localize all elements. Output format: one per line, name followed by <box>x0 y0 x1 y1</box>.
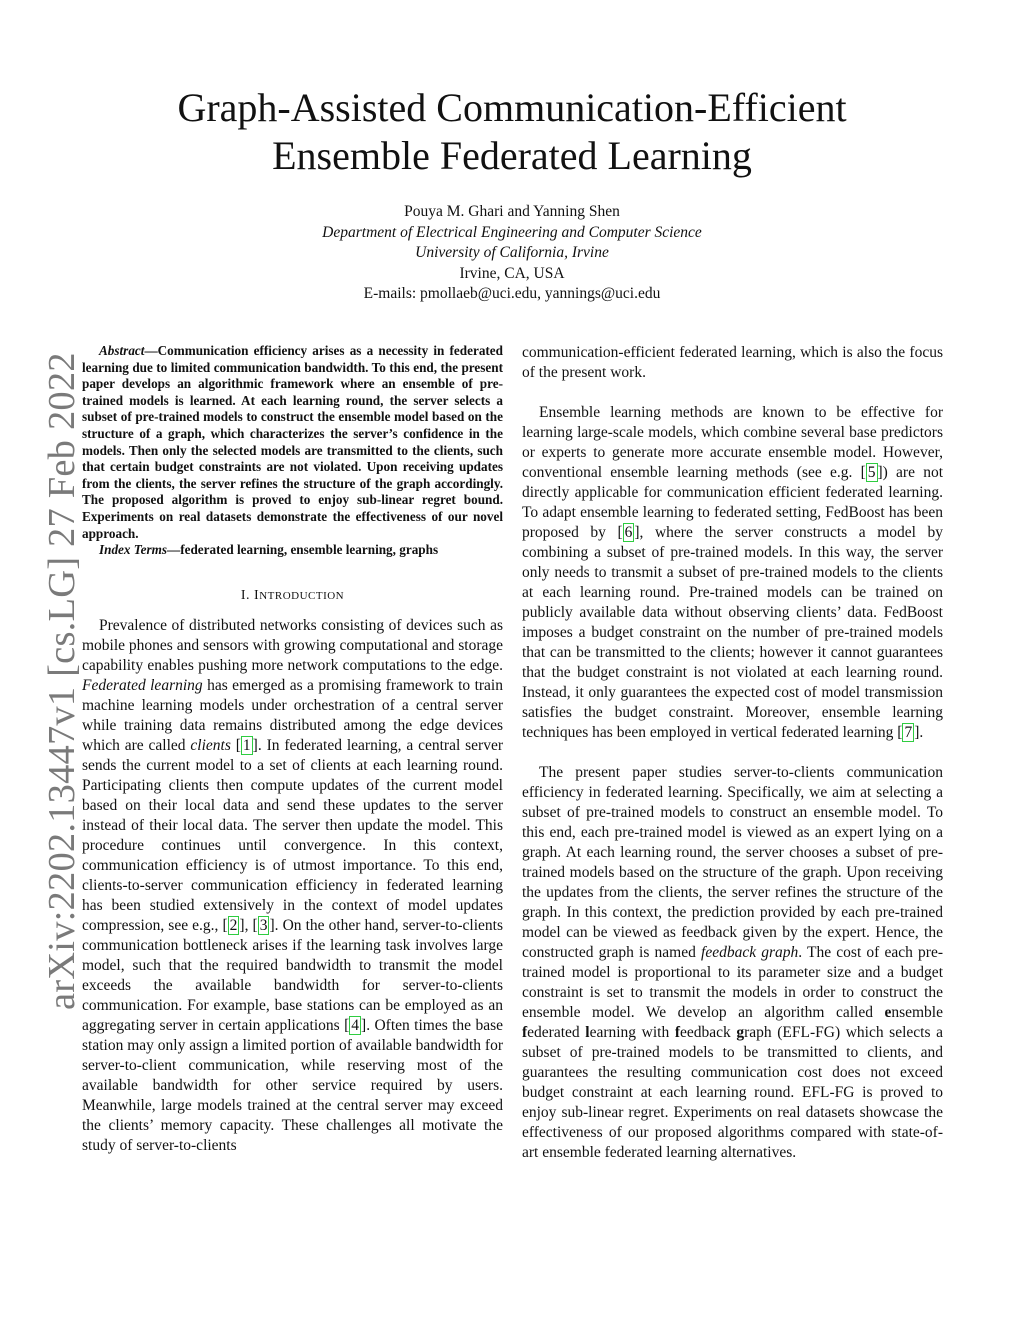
text-run: has emerged as a promising framework to train machine learning models under orchestration of a central server while training data remains distributed among the edge devices which are called <box>82 676 503 754</box>
abstract-paragraph <box>82 343 503 542</box>
text-run: . On the other hand, server-to-clients communication bottleneck arises if the learning task involves large model, such that the required bandwidth to transmit the model exceeds the available bandwidth for server-to-clients communication. For example, base stations can be employed as an aggregating server in certain applications <box>82 916 503 1034</box>
text-run: raph (EFL-FG) which selects a subset of pre-trained models to be transmitted to clients, and guarantees the resulting communication cost does not exceed budget constraint at each learning round. EFL-FG is proved to enjoy sub-linear regret. Experiments on real datasets showcase the effectiveness of our proposed algorithms compared with state-of-art ensemble federated learning alternatives. <box>522 1024 943 1161</box>
text-run: . The cost of each pre-trained model is proportional to its parameter size and a budget constraint is set to transmit the models in order to construct the ensemble model. We develop an algorithm called <box>522 944 944 1021</box>
abstract-label: Abstract <box>99 343 145 358</box>
right-column <box>522 343 943 1163</box>
term-feedback-graph: feedback graph <box>701 944 799 961</box>
text-run: . <box>919 724 924 741</box>
text-run: , where the server constructs a model by combining a subset of pre-trained models. In this way, the server only needs to transmit a subset of pre-trained models to the clients at each learning round. Pre-trained models can be trained on publicly available data without observing clients’ data. FedBoost imposes a budget constraint on the number of pre-trained models that can be transmitted to the clients; however it cannot guarantees that the budget constraint is not violated at each learning round. Instead, it only guarantees the expected cost of model transmission satisfies the budget constraint. Moreover, ensemble learning techniques has been employed in vertical federated learning <box>522 524 943 741</box>
intro-paragraph-continued: communication-efficient federated learning, which is also the focus of the present work. <box>522 344 943 381</box>
ensemble-paragraph: Ensemble learning methods are known to be effective for learning large-scale models, which combine several base predictors or experts to generate more accurate ensemble model. However, conventional ensemble learning methods (see e.g. [ 5 ]) are not directly applicable for communication efficient federated learning. To adapt ensemble learning to federated setting, FedBoost has been proposed by [ 6 ], where the server constructs a model by combining a subset of pre-trained models. In this way, the server only needs to transmit a subset of pre-trained models to the clients at each learning round. Pre-trained models can be trained on publicly available data without observing clients’ data. FedBoost imposes a budget constraint on the number of pre-trained models that can be transmitted to the clients; however it cannot guarantees that the budget constraint is not violated at each learning round. Instead, it only guarantees the expected cost of model transmission satisfies the budget constraint. Moreover, ensemble learning techniques has been employed in vertical federated learning [ 7 ]. <box>522 404 944 741</box>
abstract <box>82 343 503 559</box>
author-emails: E-mails: pmollaeb@uci.edu, yannings@uci.edu <box>363 285 661 302</box>
text-run: ) are not directly applicable for communication efficient federated learning. To adapt ensemble learning to federated setting, FedBoost has been proposed by <box>522 464 944 541</box>
author-location: Irvine, CA, USA <box>459 264 565 282</box>
citation-link-1[interactable]: 1 <box>242 736 251 754</box>
acronym-letter: e <box>884 1004 892 1021</box>
text-run: The present paper studies server-to-clients communication efficiency in federated learning. Specifically, we aim at selecting a subset of pre-trained models to construct an ensemble model. To this end, each pre-trained model is viewed as an expert lying on a graph. At each learning round, the server chooses a subset of pre-trained models based on the structure of the graph. Upon receiving the updates from the clients, the server refines the structure of the graph. In this context, the prediction provided by each pre-trained model can be viewed as feedback given by the expert. Hence, the constructed graph is named <box>522 764 943 961</box>
intro-paragraph: Prevalence of distributed networks consisting of devices such as mobile phones and sensors with growing computational and storage capability enables pushing more network computations to the edge. Federated learning has emerged as a promising framework to train machine learning models under orchestration of a central server while training data remains distributed among the edge devices which are called clients [ 1 ]. In federated learning, a central server sends the current model to a set of clients at each learning round. Participating clients then compute updates of the current model based on their local data and send these updates to the server instead of their local data. The server then update the model. This procedure continues until convergence. In this context, communication efficiency is of utmost importance. To this end, clients-to-server communication efficiency in federated learning has been studied extensively in the context of model updates compression, see e.g., [ 2 ], [ 3 ]. On the other hand, server-to-clients communication bottleneck arises if the learning task involves large model, such that the required bandwidth to transmit the model exceeds the available bandwidth for server-to-clients communication. For example, base stations can be employed as an aggregating server in certain applications [ 4 ]. Often times the base station may only assign a limited portion of available bandwidth for server-to-client communication, while reserving most of the available bandwidth for other service required by users. Meanwhile, large models trained at the central server may exceed the clients’ memory capacity. These challenges all motivate the study of server-to-clients <box>82 616 504 1154</box>
paper-title <box>112 84 912 180</box>
text-run: earning with <box>589 1024 675 1041</box>
citation-link-5[interactable]: 5 <box>867 464 876 481</box>
text-run: . Often times the base station may only assign a limited portion of available bandwidth for server-to-client communication, while reserving most of the available bandwidth for other service required by users. Meanwhile, large models trained at the central server may exceed the clients’ memory capacity. These challenges all motivate the study of server-to-clients <box>82 1016 503 1154</box>
citation-link-2[interactable]: 2 <box>229 916 238 934</box>
text-run: nsemble <box>891 1004 943 1021</box>
text-run: . In federated learning, a central server sends the current model to a set of clients at each learning round. Participating clients then compute updates of the current model based on their local data and send these updates to the server instead of their local data. The server then update the model. This procedure continues until convergence. In this context, communication efficiency is of utmost importance. To this end, clients-to-server communication efficiency in federated learning has been studied extensively in the context of model updates compression, see e.g., <box>82 736 503 934</box>
author-university: University of California, Irvine <box>415 244 609 261</box>
index-terms <box>82 542 503 559</box>
acronym-letter: f <box>522 1024 528 1041</box>
index-terms-label: Index Terms <box>99 542 168 558</box>
author-department: Department of Electrical Engineering and Computer Science <box>322 223 702 241</box>
text-run: Prevalence of distributed networks consisting of devices such as mobile phones and sensors with growing computational and storage capability enables pushing more network computations to the edge. <box>82 616 504 674</box>
text-run: , <box>244 916 253 934</box>
contribution-paragraph <box>522 763 943 1163</box>
index-terms-text: —federated learning, ensemble learning, graphs <box>167 542 439 558</box>
section-number: I. <box>240 587 251 603</box>
text-run: eedback <box>679 1024 737 1041</box>
abstract-text: —Communication efficiency arises as a necessity in federated learning due to limited communication bandwidth. To this end, the present paper develops an algorithmic framework where an ensemble of pre-trained models is learned. At each learning round, the server selects a subset of pre-trained models to construct the ensemble model based on the structure of a graph, which characterizes the server’s confidence in the models. Then only the selected models are transmitted to the clients, such that certain budget constraints are not violated. Upon receiving updates from the clients, the server refines the structure of the graph accordingly. The proposed algorithm is proved to enjoy sub-linear regret bound. Experiments on real datasets demonstrate the effectiveness of our novel approach. <box>82 343 503 541</box>
section-first-letter: I <box>254 587 260 603</box>
title-line-2: Ensemble Federated Learning <box>272 133 752 178</box>
acronym-letter: f <box>674 1024 680 1041</box>
term-clients: clients <box>190 736 231 754</box>
acronym-letter: g <box>736 1024 745 1041</box>
section-title-rest: NTRODUCTION <box>259 589 345 602</box>
citation-link-6[interactable]: 6 <box>624 524 633 541</box>
author-names: Pouya M. Ghari and Yanning Shen <box>404 203 620 220</box>
text-run: Ensemble learning methods are known to be effective for learning large-scale models, which combine several base predictors or experts to generate more accurate ensemble model. However, conventional ensemble learning methods (see e.g. <box>522 404 943 481</box>
acronym-letter: l <box>585 1024 590 1041</box>
author-block <box>212 202 812 305</box>
citation-link-3[interactable]: 3 <box>259 916 268 934</box>
text-run <box>231 737 236 754</box>
text-run: ederated <box>527 1024 586 1041</box>
term-federated-learning: Federated learning <box>82 676 203 694</box>
citation-link-4[interactable]: 4 <box>351 1016 360 1034</box>
section-heading-introduction <box>82 586 503 606</box>
left-column <box>82 343 503 1156</box>
citation-link-7[interactable]: 7 <box>904 724 913 741</box>
arxiv-identifier: arXiv:2202.13447v1 [cs.LG] 27 Feb 2022 <box>41 352 83 1010</box>
title-line-1: Graph-Assisted Communication-Efficient <box>177 85 847 130</box>
